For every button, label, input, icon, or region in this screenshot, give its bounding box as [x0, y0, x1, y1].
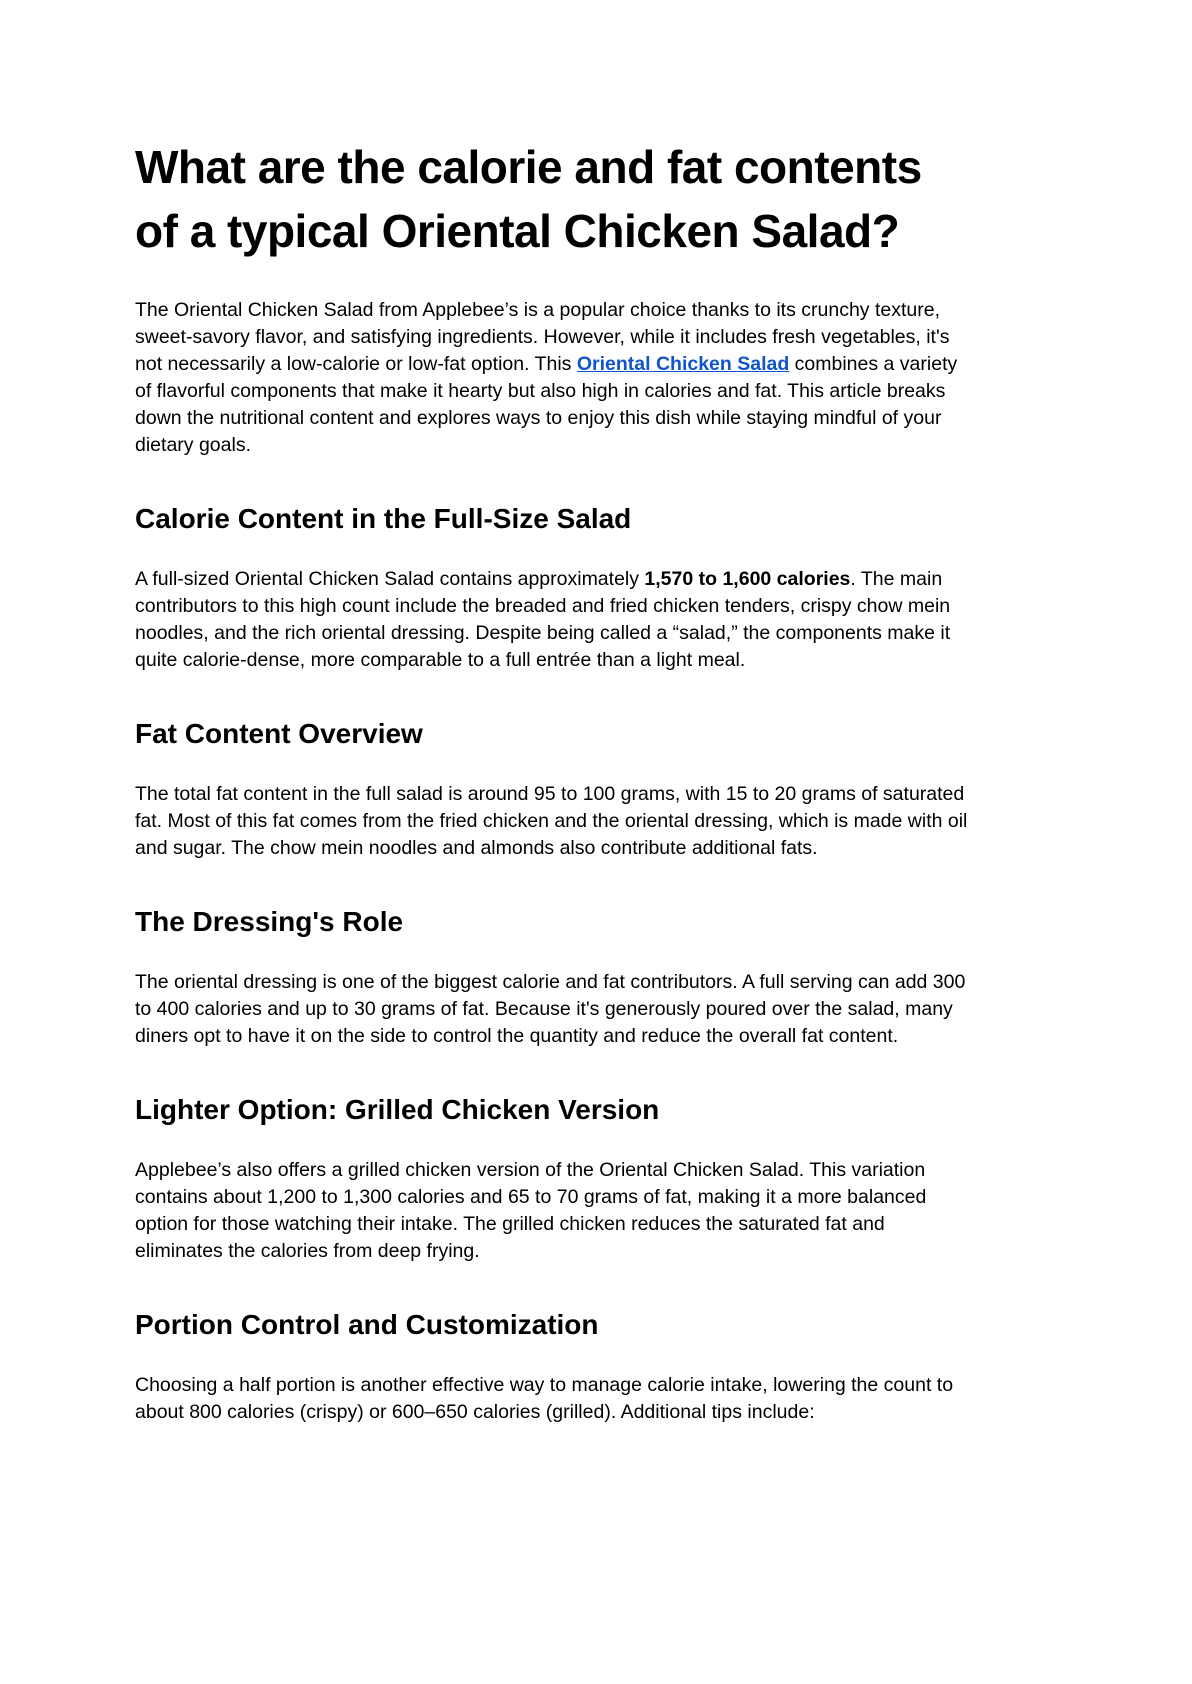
- calorie-text-before-bold: A full-sized Oriental Chicken Salad contains approximately: [135, 568, 645, 590]
- dressings-role-paragraph: The oriental dressing is one of the biggest calorie and fat contributors. A full serving can add 300 to 400 calories and up to 30 grams of fat. Because it's generously poured over the salad, many diners opt to have it on the side to control the quantity and reduce the overall fat content.: [135, 971, 966, 1047]
- intro-text-after-link: combines a variety of flavorful components that make it hearty but also high in calories and fat. This article breaks down the nutritional content and explores ways to enjoy this dish while staying mindful of your dietary goals.: [135, 353, 958, 456]
- oriental-chicken-salad-link[interactable]: Oriental Chicken Salad: [576, 353, 790, 375]
- portion-control-paragraph: Choosing a half portion is another effective way to manage calorie intake, lowering the count to about 800 calories (crispy) or 600–650 calories (grilled). Additional tips include:: [135, 1374, 954, 1423]
- heading-dressings-role: The Dressing's Role: [135, 906, 404, 937]
- lighter-option-paragraph: Applebee’s also offers a grilled chicken version of the Oriental Chicken Salad. This variation contains about 1,200 to 1,300 calories and 65 to 70 grams of fat, making it a more balanced option for those watching their intake. The grilled chicken reduces the saturated fat and eliminates the calories from deep frying.: [135, 1159, 927, 1262]
- calorie-range-bold-text: 1,570 to 1,600 calories: [644, 568, 851, 590]
- fat-content-paragraph: The total fat content in the full salad is around 95 to 100 grams, with 15 to 20 grams of saturated fat. Most of this fat comes from the fried chicken and the oriental dressing, which is made with oil and sugar. The chow mein noodles and almonds also contribute additional fats.: [135, 783, 968, 859]
- heading-calorie-content: Calorie Content in the Full-Size Salad: [135, 503, 632, 534]
- calorie-content-paragraph: [135, 566, 970, 674]
- calorie-text-after-bold: . The main contributors to this high count include the breaded and fried chicken tenders, crispy chow mein noodles, and the rich oriental dressing. Despite being called a “salad,” the components make it quite calorie-dense, more comparable to a full entrée than a light meal.: [135, 568, 951, 671]
- heading-portion-control: Portion Control and Customization: [135, 1309, 599, 1340]
- heading-fat-content: Fat Content Overview: [135, 718, 423, 749]
- heading-lighter-option: Lighter Option: Grilled Chicken Version: [135, 1094, 660, 1125]
- intro-text-before-link: The Oriental Chicken Salad from Applebee’s is a popular choice thanks to its crunchy texture, sweet-savory flavor, and satisfying ingredients. However, while it includes fresh vegetables, it's not necessarily a low-calorie or low-fat option. This: [135, 299, 950, 375]
- intro-paragraph: [135, 297, 970, 459]
- page-title: What are the calorie and fat contents of a typical Oriental Chicken Salad?: [135, 141, 922, 257]
